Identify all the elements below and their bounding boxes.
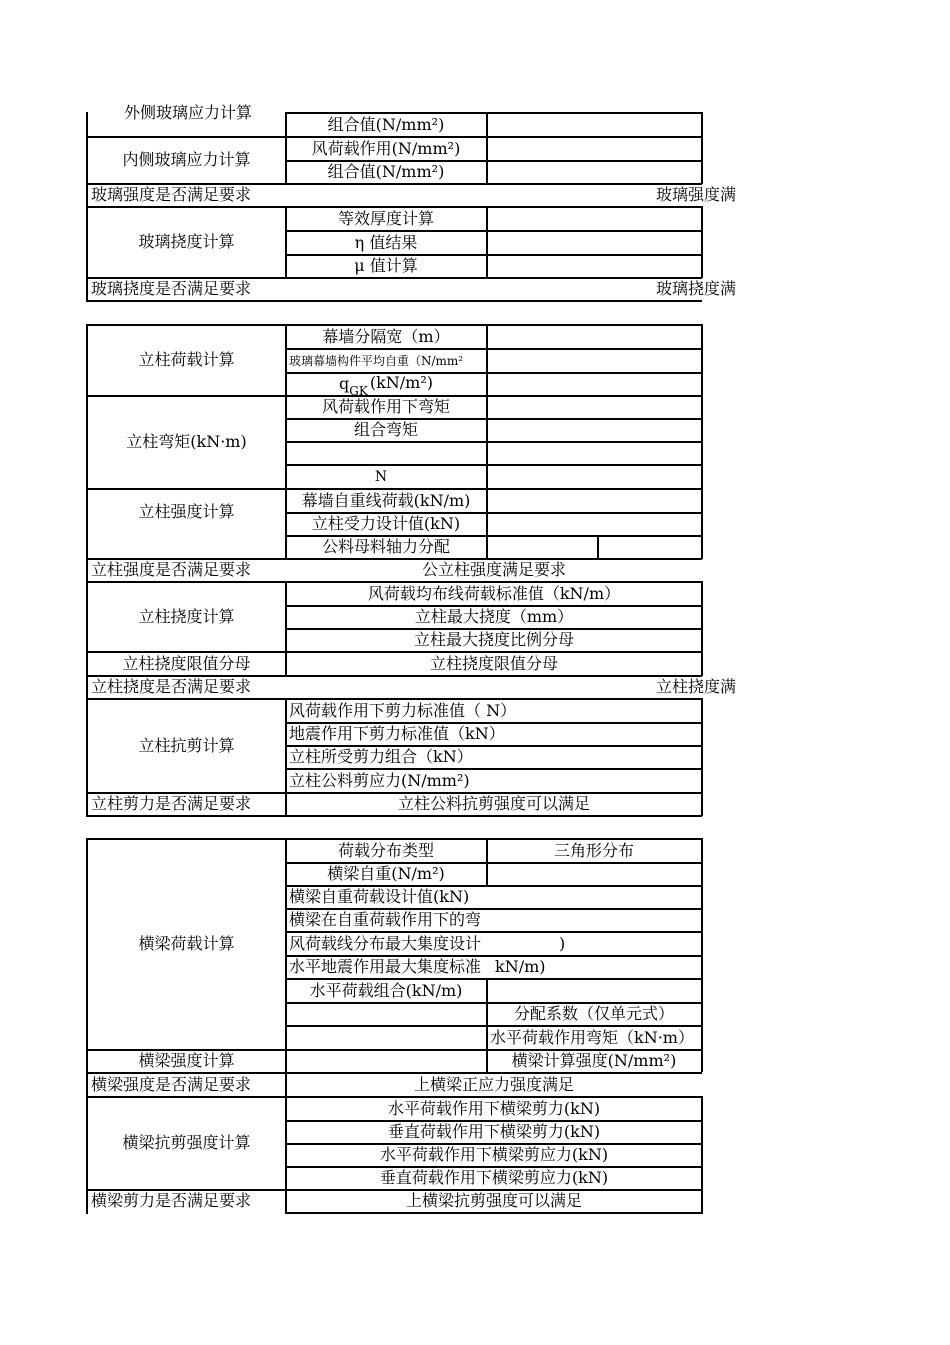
grid-line [286, 441, 702, 443]
column-moment-label: 立柱弯矩(kN·m) [126, 432, 247, 451]
load-dist-value: 三角形分布 [553, 840, 634, 860]
h-shear-label: 水平荷载作用下横梁剪力(kN) [387, 1098, 601, 1118]
horizontal-combo-label: 水平荷载组合(kN/m) [309, 980, 463, 1000]
glass-deflection-check-label: 玻璃挠度是否满足要求 [91, 279, 252, 298]
grid-line [86, 300, 702, 302]
h-shear-stress-label: 水平荷载作用下横梁剪应力(kN) [379, 1145, 609, 1164]
glass-strength-check-label: 玻璃强度是否满足要求 [91, 185, 252, 204]
wind-line-load-std-label: 风荷载均布线荷载标准值（kN/m） [367, 583, 621, 603]
grid-line [701, 206, 703, 278]
beam-shear-result: 上横梁抗剪强度可以满足 [405, 1191, 582, 1210]
wind-line-max-text: 风荷载线分布最大集度设计 [289, 933, 482, 953]
column-deflection-result: 立柱挠度满 [655, 677, 736, 696]
grid-line [597, 535, 599, 559]
column-shear-calc-label: 立柱抗剪计算 [138, 735, 235, 755]
beam-strength-calc-label: 横梁强度计算 [138, 1051, 235, 1070]
outer-glass-stress-label: 外侧玻璃应力计算 [100, 101, 276, 125]
deflection-limit-denom-value: 立柱挠度限值分母 [429, 653, 558, 673]
beam-shear-check-label: 横梁剪力是否满足要求 [91, 1191, 252, 1210]
q-gk-label [286, 373, 486, 398]
glass-deflection-calc-label: 玻璃挠度计算 [138, 232, 235, 251]
v-shear-label: 垂直荷载作用下横梁剪力(kN) [387, 1122, 601, 1141]
grid-line [86, 815, 702, 817]
beam-self-design-label: 横梁自重荷载设计值(kN) [289, 887, 470, 906]
curtain-width-label: 幕墙分隔宽（m） [322, 326, 450, 346]
combo-moment-label: 组合弯矩 [353, 420, 418, 439]
grid-line [486, 206, 488, 278]
horizontal-moment-label: 水平荷载作用弯矩（kN·m） [490, 1027, 694, 1047]
self-weight-line-load-label: 幕墙自重线荷载(kN/m) [301, 490, 471, 510]
male-shear-stress-label: 立柱公料剪应力(N/mm²) [289, 770, 470, 790]
beam-self-moment-label: 横梁在自重荷载作用下的弯 [289, 910, 482, 929]
column-strength-check-label: 立柱强度是否满足要求 [91, 560, 252, 579]
beam-strength-result: 上横梁正应力强度满足 [413, 1074, 574, 1094]
eta-result-label: η 值结果 [354, 232, 418, 252]
wind-line-max-label [286, 932, 616, 955]
shear-combo-label: 立柱所受剪力组合（kN） [289, 747, 473, 766]
beam-strength-check-label: 横梁强度是否满足要求 [91, 1074, 252, 1094]
q-gk-symbol [339, 374, 368, 398]
q-subscript: GK [349, 384, 368, 398]
column-strength-calc-label: 立柱强度计算 [138, 502, 235, 521]
dist-coef-label: 分配系数（仅单元式） [513, 1004, 674, 1023]
equiv-thickness-label: 等效厚度计算 [337, 208, 434, 228]
wind-action-label: 风荷载作用(N/mm²) [311, 138, 461, 158]
mu-calc-label: μ 值计算 [354, 256, 418, 275]
grid-line [486, 112, 488, 184]
grid-line [701, 112, 703, 184]
grid-line [286, 1212, 702, 1214]
axial-force-dist-label: 公料母料轴力分配 [321, 537, 450, 556]
column-shear-check-label: 立柱剪力是否满足要求 [91, 794, 252, 813]
column-shear-result: 立柱公料抗剪强度可以满足 [397, 794, 590, 813]
deflection-ratio-denom-label: 立柱最大挠度比例分母 [413, 630, 574, 649]
inner-glass-stress-label: 内侧玻璃应力计算 [122, 150, 251, 169]
wind-line-max-close: ) [559, 933, 566, 953]
column-deflection-calc-label: 立柱挠度计算 [138, 606, 235, 626]
load-dist-type-label: 荷载分布类型 [337, 840, 434, 860]
wind-shear-std-label: 风荷载作用下剪力标准值（ N） [289, 700, 517, 720]
column-design-force-label: 立柱受力设计值(kN) [311, 514, 461, 533]
beam-calc-strength-label: 横梁计算强度(N/mm²) [511, 1051, 677, 1070]
max-deflection-label: 立柱最大挠度（mm） [414, 607, 574, 626]
combo-value-label: 组合值(N/mm²) [327, 162, 445, 181]
beam-load-calc-label: 横梁荷载计算 [138, 934, 235, 953]
beam-shear-calc-label: 横梁抗剪强度计算 [122, 1133, 251, 1152]
seismic-shear-std-label: 地震作用下剪力标准值（kN） [289, 724, 505, 743]
beam-self-weight-label: 横梁自重(N/m²) [327, 864, 445, 883]
wind-moment-label: 风荷载作用下弯矩 [321, 397, 450, 416]
glass-deflection-result: 玻璃挠度满 [655, 279, 736, 298]
v-shear-stress-label: 垂直荷载作用下横梁剪应力(kN) [379, 1168, 609, 1187]
seismic-line-unit: kN/m) [495, 957, 546, 976]
glass-strength-result: 玻璃强度满 [655, 185, 736, 204]
column-deflection-check-label: 立柱挠度是否满足要求 [91, 677, 252, 696]
column-load-calc-label: 立柱荷载计算 [138, 350, 235, 369]
deflection-limit-denom-label: 立柱挠度限值分母 [122, 653, 251, 673]
grid-line [701, 324, 703, 559]
q-unit: (kN/m²) [369, 373, 433, 392]
seismic-line-max-text: 水平地震作用最大集度标准 [289, 957, 482, 976]
column-strength-result: 公立柱强度满足要求 [421, 560, 566, 579]
n-label: N [374, 469, 388, 485]
avg-self-weight-label: 玻璃幕墙构件平均自重（N/mm² [289, 353, 464, 368]
q-symbol: q [339, 374, 350, 393]
combo-value-label: 组合值(N/mm²) [327, 114, 445, 134]
seismic-line-max-label [286, 956, 616, 978]
